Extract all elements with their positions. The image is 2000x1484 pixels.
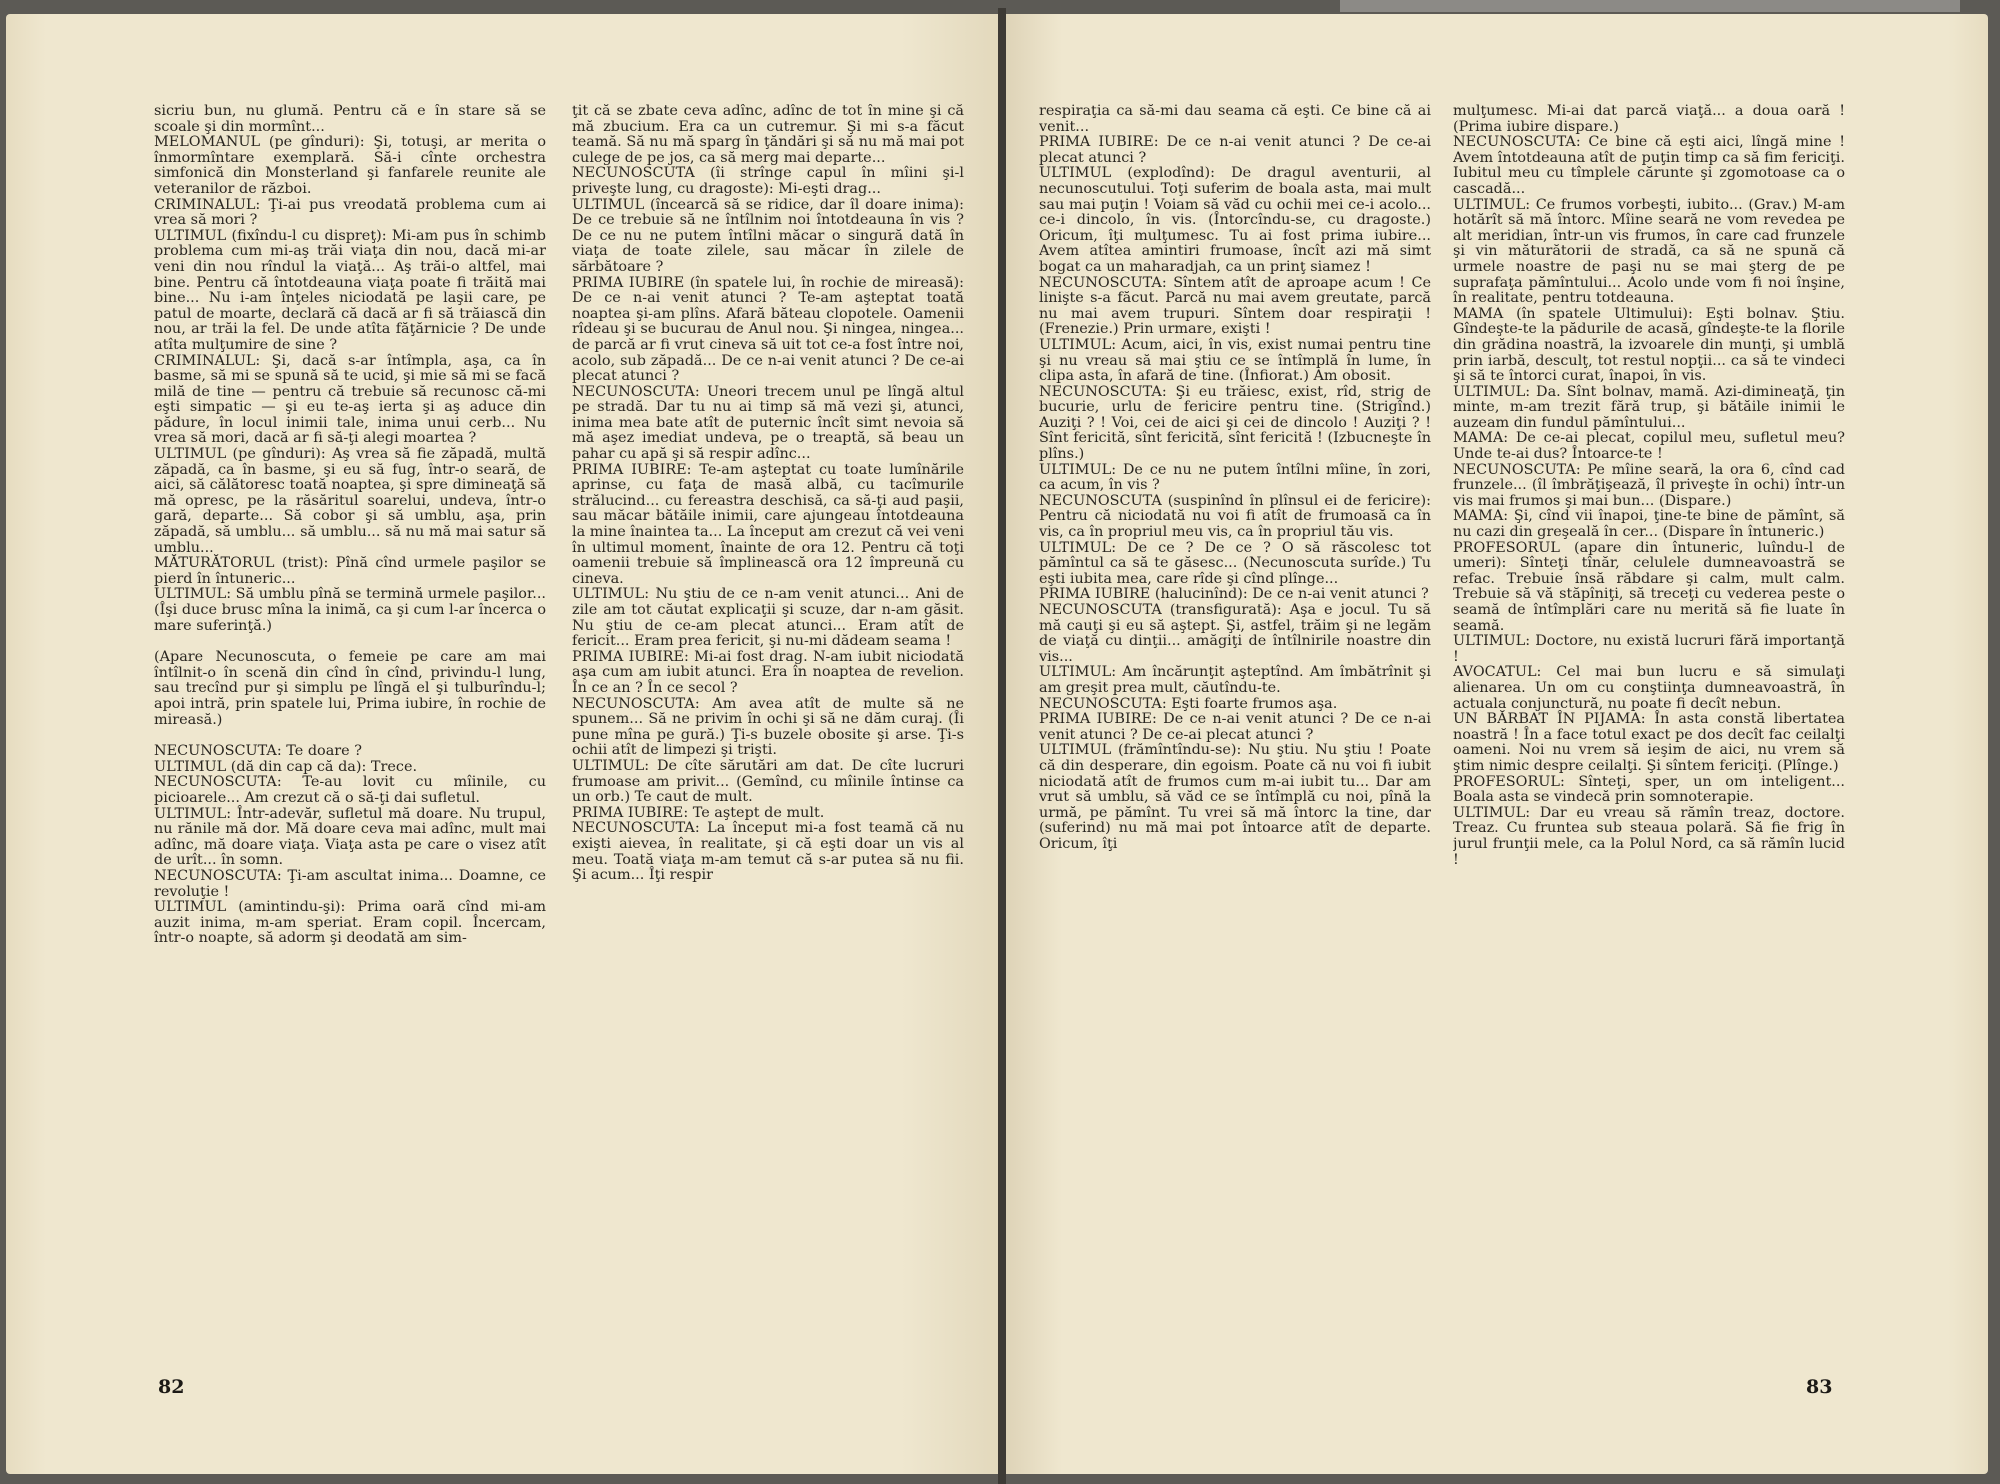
text-paragraph: UN BĂRBAT ÎN PIJAMA: În asta constă libertatea noastră ! În a face totul exact pe dos decît fac ceilalţi oameni. Noi nu vrem să ieşim de aici, nu vrem să ştim nimic despre ceilalţi. Şi sîntem fericiţi. (Plînge.) <box>1453 711 1845 774</box>
text-paragraph: PRIMA IUBIRE: De ce n-ai venit atunci ? De ce n-ai venit atunci ? De ce-ai plecat atunci ? <box>1039 711 1431 743</box>
text-paragraph: AVOCATUL: Cel mai bun lucru e să simulaţi alienarea. Un om cu conştiinţa dumneavoastră, în actuala conjunctură, nu poate fi decît nebun. <box>1453 664 1845 712</box>
text-paragraph: PRIMA IUBIRE (în spatele lui, în rochie de mireasă): De ce n-ai venit atunci ? Te-am aşteptat toată noaptea şi-am plîns. Afară băteau clopotele. Oamenii rîdeau şi se bucurau de Anul nou. Şi ningea, ningea... de parcă ar fi vrut cineva să uit tot ce-a fost între noi, acolo, sub zăpadă... De ce n-ai venit atunci ? De ce-ai plecat atunci ? <box>572 274 964 385</box>
text-paragraph: NECUNOSCUTA: La început mi-a fost teamă că nu exişti aievea, în realitate, şi că eşti doar un vis al meu. Toată viaţa m-am temut că s-ar putea să nu fii. Şi acum... Îţi respir <box>572 820 964 884</box>
text-paragraph: ţit că se zbate ceva adînc, adînc de tot în mine şi că mă zbucium. Era ca un cutremur. Şi mi s-a făcut teamă. Să nu mă sparg în ţăndări şi să nu mă mai pot culege de pe jos, ca să merg mai departe... <box>572 104 964 166</box>
text-paragraph: NECUNOSCUTA (îi strînge capul în mîini şi-l priveşte lung, cu dragoste): Mi-eşti drag... <box>572 165 964 197</box>
text-paragraph: NECUNOSCUTA: Uneori trecem unul pe lîngă altul pe stradă. Dar tu nu ai timp să mă vezi şi, atunci, inima mea bate atît de puternic încît simt nevoia să mă aşez imediat undeva, pe o treaptă, să beau un pahar cu apă şi să respir adînc... <box>572 383 964 463</box>
text-paragraph: MAMA: De ce-ai plecat, copilul meu, sufletul meu? Unde te-ai dus? Întoarce-te ! <box>1453 430 1845 463</box>
text-paragraph: (Apare Necunoscuta, o femeie pe care am mai întîlnit-o în scenă din cînd în cînd, privindu-l lung, sau trecînd pur şi simplu pe lîngă el şi tulburîndu-l; apoi intră, prin spatele lui, Prima iubire, în rochie de mireasă.) <box>154 649 546 728</box>
text-paragraph: PRIMA IUBIRE: Te-am aşteptat cu toate lumînările aprinse, cu faţa de masă albă, cu tacîmurile strălucind... cu fereastra deschisă, ca să-ţi aud paşii, sau măcar bătăile inimii, care ajungeau întotdeauna la mine înaintea ta... La început am crezut că vei veni în ultimul moment, înainte de ora 12. Pentru că toţi oamenii trebuie să împlinească ora 12 împreună cu cineva. <box>572 461 964 587</box>
left-page-column-2 <box>572 104 964 1394</box>
text-paragraph: NECUNOSCUTA: Sîntem atît de aproape acum ! Ce linişte s-a făcut. Parcă nu mai avem greutate, parcă nu mai avem trupuri. Sîntem doar respiraţii ! (Frenezie.) Prin urmare, exişti ! <box>1039 274 1431 338</box>
text-paragraph: ULTIMUL: Da. Sînt bolnav, mamă. Azi-dimineaţă, ţin minte, m-am trezit fără trup, şi bătăile inimii le auzeam din fundul pămîntului... <box>1453 383 1845 431</box>
right-page-column-1 <box>1039 104 1431 1394</box>
text-paragraph: ULTIMUL: Am încărunţit aşteptînd. Am îmbătrînit şi am greşit prea mult, căutîndu-te. <box>1039 664 1431 696</box>
text-paragraph: ULTIMUL (încearcă să se ridice, dar îl doare inima): De ce trebuie să ne întîlnim noi întotdeauna în vis ? De ce nu ne putem întîlni măcar o singură dată în viaţa de toate zilele, sau măcar în zilele de sărbătoare ? <box>572 196 964 275</box>
text-paragraph: ULTIMUL: Să umblu pînă se termină urmele paşilor... (Îşi duce brusc mîna la inimă, ca şi cum l-ar încerca o mare suferinţă.) <box>154 586 546 634</box>
text-paragraph: MELOMANUL (pe gînduri): Şi, totuşi, ar merita o înmormîntare exemplară. Să-i cînte orchestra simfonică din Monsterland şi fanfarele reunite ale veteranilor de război. <box>154 134 546 197</box>
text-paragraph: NECUNOSCUTA: Eşti foarte frumos aşa. <box>1039 695 1338 712</box>
text-paragraph: ULTIMUL (frămîntîndu-se): Nu ştiu. Nu ştiu ! Poate că din desperare, din egoism. Poate că nu voi fi iubit niciodată atît de frumos cum m-ai iubit tu... Dar am vrut să umblu, să văd ce se întîmplă cu noi, pînă la urmă, pe pămînt. Tu vrei să mă întorc la tine, dar (suferind) nu mă mai pot întoarce atît de departe. Oricum, îţi <box>1039 742 1431 852</box>
text-paragraph: PRIMA IUBIRE: Te aştept de mult. <box>572 804 825 821</box>
left-page <box>6 14 1001 1474</box>
background-strip <box>1340 0 1960 12</box>
text-paragraph: ULTIMUL: De ce nu ne putem întîlni mîine, în zori, ca acum, în vis ? <box>1039 461 1431 494</box>
text-paragraph: NECUNOSCUTA: Ce bine că eşti aici, lîngă mine ! Avem întotdeauna atît de puţin timp ca să fim fericiţi. Iubitul meu cu tîmplele cărunte şi zgomotoase ca o cascadă... <box>1453 134 1845 197</box>
text-paragraph: NECUNOSCUTA: Ţi-am ascultat inima... Doamne, ce revoluţie ! <box>154 867 546 900</box>
text-paragraph: ULTIMUL: Într-adevăr, sufletul mă doare. Nu trupul, nu rănile mă dor. Mă doare ceva mai adînc, mult mai adînc, mă doare viaţa. Viaţa asta pe care o visez atît de urît... în somn. <box>154 805 546 869</box>
text-paragraph: PROFESORUL (apare din întuneric, luîndu-l de umeri): Sînteţi tînăr, celulele dumneavoastră se refac. Trebuie însă răbdare şi calm, mult calm. Trebuie să vă stăpîniţi, să treceţi cu vederea peste o seamă de întîmplări care nu merită să fie luate în seamă. <box>1453 539 1845 634</box>
text-paragraph: ULTIMUL: Acum, aici, în vis, exist numai pentru tine şi nu vreau să mai ştiu ce se întîmplă în lume, în clipa asta, în afară de tine. (Înfiorat.) Am obosit. <box>1039 336 1431 385</box>
text-paragraph: respiraţia ca să-mi dau seama că eşti. Ce bine că ai venit... <box>1039 104 1431 135</box>
text-paragraph: NECUNOSCUTA (suspinînd în plînsul ei de fericire): Pentru că niciodată nu voi fi atît de frumoasă ca în vis, ca în propriul meu vis, ca în propriul tău vis. <box>1039 492 1431 541</box>
text-paragraph: mulţumesc. Mi-ai dat parcă viaţă... a doua oară ! (Prima iubire dispare.) <box>1453 104 1845 135</box>
text-paragraph: NECUNOSCUTA: Şi eu trăiesc, exist, rîd, strig de bucurie, urlu de fericire pentru tine. (Strigînd.) Auziţi ? ! Voi, cei de aici şi cei de dincolo ! Auziţi ? ! Sînt fericită, sînt fericită, sînt fericită ! (Izbucneşte în plîns.) <box>1039 383 1431 463</box>
text-paragraph: ULTIMUL: Nu ştiu de ce n-am venit atunci... Ani de zile am tot căutat explicaţii şi scuze, dar n-am găsit. Nu ştiu de ce-am plecat atunci... Eram atît de fericit... Eram prea fericit, şi nu-mi dădeam seama ! <box>572 586 964 650</box>
text-paragraph: NECUNOSCUTA: Am avea atît de multe să ne spunem... Să ne privim în ochi şi să ne dăm curaj. (Îi pune mîna pe gură.) Ţi-s buzele obosite şi arse. Ţi-s ochii atît de limpezi şi trişti. <box>572 695 964 759</box>
text-paragraph: ULTIMUL (explodînd): De dragul aventurii, al necunoscutului. Toţi suferim de boala asta, mai mult sau mai puţin ! Voiam să văd cu ochii mei ce-i acolo... ce-i dincolo, în vis. (Întorcîndu-se, cu dragoste.) Oricum, îţi mulţumesc. Tu ai fost prima iubire... Avem atîtea amintiri frumoase, încît azi mă simt bogat ca un maharadjah, ca un prinţ siamez ! <box>1039 165 1431 275</box>
book-gutter <box>998 8 1006 1484</box>
text-paragraph: ULTIMUL (dă din cap că da): Trece. <box>154 758 418 775</box>
text-paragraph: NECUNOSCUTA: Pe mîine seară, la ora 6, cînd cad frunzele... (îl îmbrăţişează, îl priveşte în ochi) într-un vis mai frumos şi mai bun... (Dispare.) <box>1453 461 1845 509</box>
text-paragraph <box>154 728 546 744</box>
text-paragraph: PROFESORUL: Sînteţi, sper, un om inteligent... Boala asta se vindecă prin somnoterapie. <box>1453 773 1845 806</box>
text-paragraph: PRIMA IUBIRE (halucinînd): De ce n-ai venit atunci ? <box>1039 586 1429 603</box>
text-paragraph: ULTIMUL: Ce frumos vorbeşti, iubito... (Grav.) M-am hotărît să mă întorc. Mîine seară ne vom revedea pe alt meridian, într-un vis frumos, în care cad frunzele şi vin măturătorii de stradă, ca să ne spună că urmele noastre de paşi nu se mai şterg de pe suprafaţa pămîntului... Acolo unde vom fi noi înşine, în realitate, pentru totdeauna. <box>1453 196 1845 307</box>
text-paragraph: ULTIMUL: De cîte sărutări am dat. De cîte lucruri frumoase am privit... (Gemînd, cu mîinile întinse ca un orb.) Te caut de mult. <box>572 757 964 806</box>
page-number-left: 82 <box>158 1376 185 1398</box>
text-paragraph: NECUNOSCUTA: Te-au lovit cu mîinile, cu picioarele... Am crezut că o să-ţi dai sufletul. <box>154 774 546 806</box>
text-paragraph: ULTIMUL (amintindu-şi): Prima oară cînd mi-am auzit inima, m-am speriat. Eram copil. Încercam, într-o noapte, să adorm şi deodată am sim- <box>154 899 546 947</box>
page-number-right: 83 <box>1806 1376 1833 1398</box>
text-paragraph: PRIMA IUBIRE: Mi-ai fost drag. N-am iubit niciodată aşa cum am iubit atunci. Era în noaptea de revelion. În ce an ? În ce secol ? <box>572 648 964 696</box>
text-paragraph: MAMA: Şi, cînd vii înapoi, ţine-te bine de pămînt, să nu cazi din greşeală în cer... (Dispare în întuneric.) <box>1453 508 1845 541</box>
text-paragraph: sicriu bun, nu glumă. Pentru că e în stare să se scoale şi din mormînt... <box>154 104 546 135</box>
text-paragraph: PRIMA IUBIRE: De ce n-ai venit atunci ? De ce-ai plecat atunci ? <box>1039 134 1431 166</box>
text-paragraph: ULTIMUL (fixîndu-l cu dispreţ): Mi-am pus în schimb problema cum mi-aş trăi viaţa din nou, dacă mi-ar veni din nou rîndul la viaţă... Aş trăi-o altfel, mai bine. Pentru că întotdeauna viaţa poate fi trăită mai bine... Nu i-am înţeles niciodată pe laşii care, pe patul de moarte, declară că dacă ar fi să trăiască din nou, ar trăi la fel. De unde atîta făţărnicie ? De unde atîta mulţumire de sine ? <box>154 227 546 353</box>
right-page-column-2 <box>1453 104 1845 1394</box>
text-paragraph: CRIMINALUL: Şi, dacă s-ar întîmpla, aşa, ca în basme, să mi se spună să te ucid, şi mie să mi se facă milă de tine — pentru că trebuie să recunosc că-mi eşti simpatic — şi eu te-aş ierta şi aş aduce din pădure, în locul inimii tale, inima unui cerb... Nu vrea să mori, dacă ar fi să-ţi alegi moartea ? <box>154 352 546 447</box>
right-page <box>1003 14 1988 1474</box>
text-paragraph: ULTIMUL: Dar eu vreau să rămîn treaz, doctore. Treaz. Cu fruntea sub steaua polară. Să fie frig în jurul frunţii mele, ca la Polul Nord, ca să rămîn lucid ! <box>1453 804 1845 868</box>
text-paragraph: NECUNOSCUTA: Te doare ? <box>154 743 362 760</box>
left-page-column-1 <box>154 104 546 1394</box>
text-paragraph: CRIMINALUL: Ţi-ai pus vreodată problema cum ai vrea să mori ? <box>154 196 546 229</box>
text-paragraph: ULTIMUL: Doctore, nu există lucruri fără importanţă ! <box>1453 633 1845 665</box>
text-paragraph: ULTIMUL (pe gînduri): Aş vrea să fie zăpadă, multă zăpadă, ca în basme, şi eu să fug, într-o seară, de aici, să călătoresc toată noaptea, şi spre dimineaţă să mă opresc, pe la răsăritul soarelui, undeva, într-o gară, departe... Să cobor şi să umblu, aşa, prin zăpadă, să umblu... să umblu... să nu mă mai satur să umblu... <box>154 446 546 556</box>
text-paragraph: MAMA (în spatele Ultimului): Eşti bolnav. Ştiu. Gîndeşte-te la pădurile de acasă, gîndeşte-te la florile din grădina noastră, la izvoarele din munţi, şi umblă prin iarbă, desculţ, tot restul nopţii... ca să te vindeci şi să te întorci curat, înapoi, în vis. <box>1453 305 1845 385</box>
text-paragraph <box>154 634 546 650</box>
text-paragraph: MĂTURĂTORUL (trist): Pînă cînd urmele paşilor se pierd în întuneric... <box>154 555 546 587</box>
text-paragraph: NECUNOSCUTA (transfigurată): Aşa e jocul. Tu să mă cauţi şi eu să aştept. Şi, astfel, trăim şi ne legăm de viaţă cu dinţii... amăgiţi de întîlnirile noastre din vis... <box>1039 602 1431 665</box>
text-paragraph: ULTIMUL: De ce ? De ce ? O să răscolesc tot pămîntul ca să te găsesc... (Necunoscuta surîde.) Tu eşti iubita mea, care rîde şi cînd plînge... <box>1039 539 1431 587</box>
